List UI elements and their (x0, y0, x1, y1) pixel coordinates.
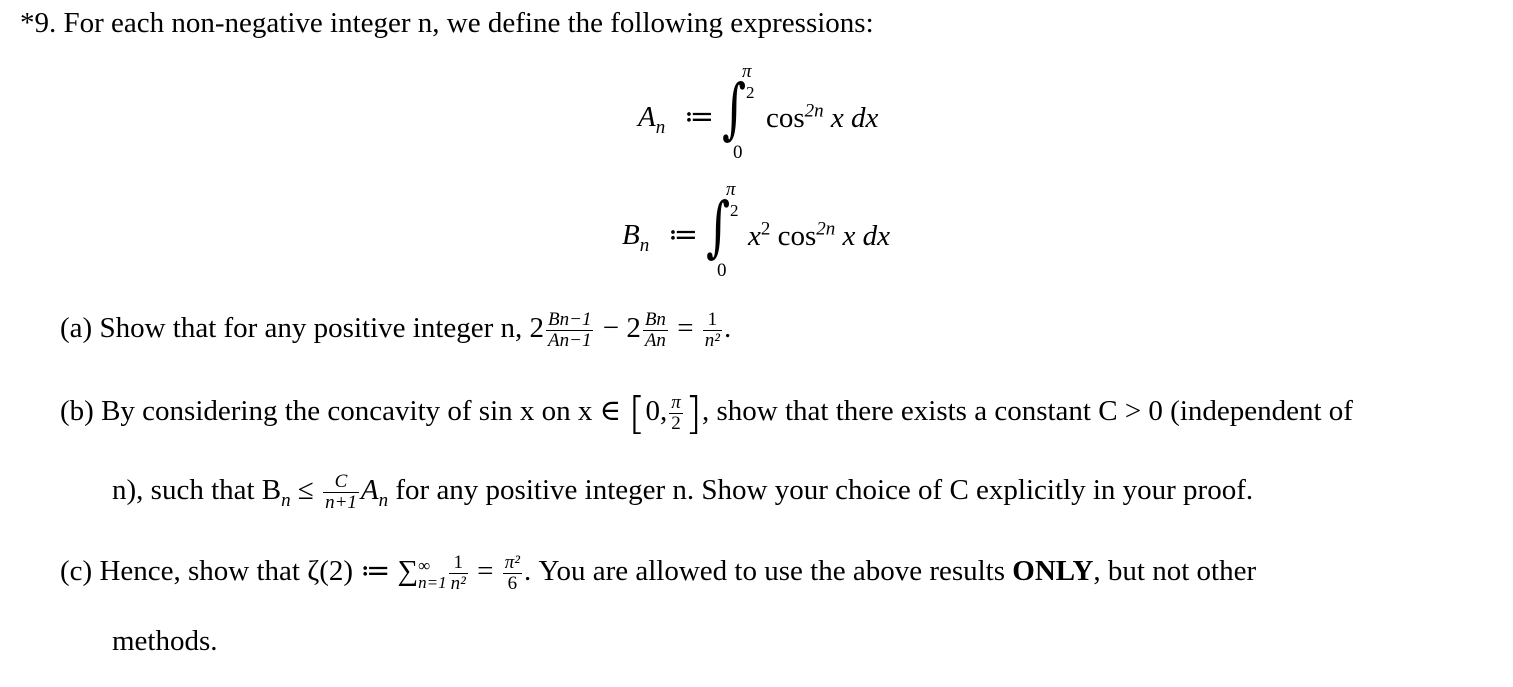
emphasis-only: ONLY (1012, 555, 1094, 588)
sum-limits: ∞ n=1 (418, 555, 447, 592)
part-c-line2: methods. (112, 625, 218, 657)
fraction: $\frac{\pi}{2}$ (671, 392, 681, 434)
part-a: (a) Show that for any positive integer n, 2 $\frac{Bn-1}{An-1}$ − 2 $\frac{Bn}{An}$ = $\frac{1}{\text{n²}}$ . (60, 309, 732, 351)
integral-sign: ∫ (706, 188, 731, 265)
b-upper-limit: π (726, 179, 736, 200)
a-upper-den: 2 (746, 83, 755, 102)
fraction: $\frac{1}{\text{n²}}$ (450, 552, 466, 594)
a-assign: ≔ (684, 101, 714, 133)
b-upper-den: 2 (730, 201, 739, 220)
problem-number: *9. (20, 7, 57, 39)
right-bracket: ] (684, 387, 702, 439)
part-b-text2: , show that there exists a constant C > 0 (independent of (701, 395, 1353, 428)
fraction: $\frac{1}{\text{n²}}$ (704, 309, 720, 351)
part-c-label: (c) (60, 555, 93, 588)
integral-sign: ∫ (722, 70, 747, 147)
fraction: $\frac{C}{n+1}$ (325, 471, 357, 513)
a-lhs: $A_n$ (638, 101, 666, 138)
part-b-label: (b) (60, 395, 94, 428)
problem-intro-text: For each non-negative integer n, we define the following expressions: (63, 7, 874, 39)
fraction: $\frac{\text{π²}}{6}$ (504, 552, 520, 594)
b-lower-limit: 0 (717, 260, 727, 281)
part-a-text: Show that for any positive integer n, 2 (99, 312, 545, 345)
part-b: (b) By considering the concavity of sin x on x ∈ [0, $\frac{\pi}{2}$ ], show that there exists a constant C > 0 (independent of (60, 387, 1353, 439)
fraction: $\frac{Bn-1}{An-1}$ (548, 309, 592, 351)
a-upper-limit: π (742, 61, 752, 82)
b-integrand: $x^2$ $\cos^{2n} x$ dx (748, 218, 891, 252)
left-bracket: [ (628, 387, 646, 439)
part-c: (c) Hence, show that ζ(2) ≔ ∑ ∞ n=1 $\frac{1}{\text{n²}}$ = $\frac{\text{π²}}{6}$ . You are allowed to use the above results ONLY, but not other (60, 552, 1257, 594)
part-c-text1: Hence, show that ζ(2) ≔ ∑ (99, 555, 419, 588)
part-b-text1: By considering the concavity of sin x on x ∈ (101, 395, 629, 428)
problem-intro (20, 6, 874, 40)
b-assign: ≔ (668, 219, 698, 251)
fraction: $\frac{Bn}{An}$ (644, 309, 666, 351)
part-b-line2: n), such that $B_n$ ≤ $\frac{C}{n+1}$ $A_n$ for any positive integer n. Show your choice of C explicitly in your proof. (112, 471, 1254, 513)
a-lower-limit: 0 (733, 142, 743, 163)
part-a-label: (a) (60, 312, 93, 345)
b-lhs: $B_n$ (622, 219, 650, 256)
a-integrand: $\cos^{2n} x$ dx (766, 100, 879, 134)
